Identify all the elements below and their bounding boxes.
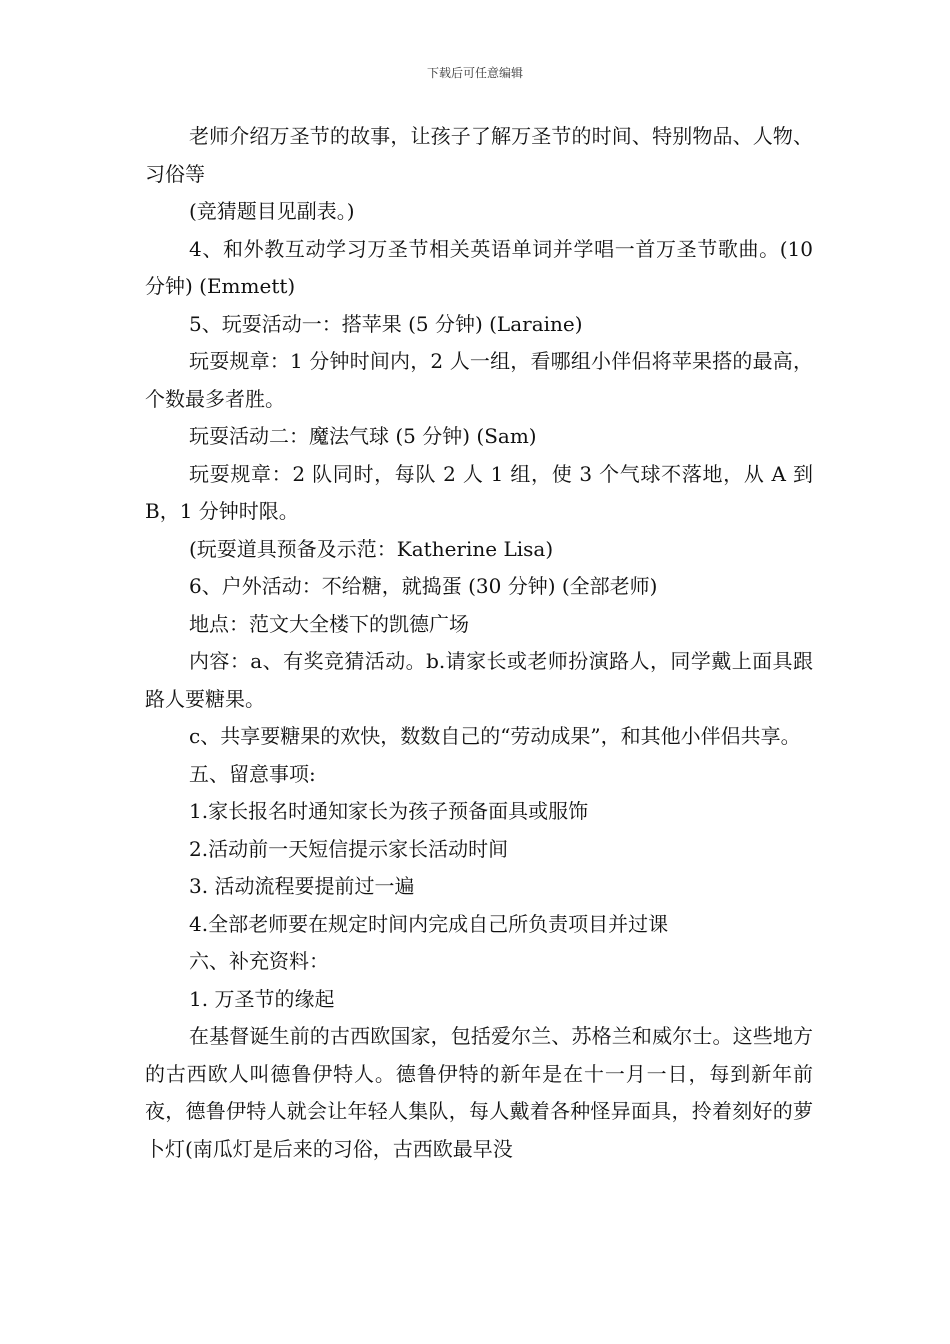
paragraph-rule-2: 玩耍规章：2 队同时，每队 2 人 1 组，使 3 个气球不落地，从 A 到 B，1 分钟时限。: [145, 461, 813, 523]
document-body: [145, 118, 813, 1168]
paragraph-props-note: (玩耍道具预备及示范：Katherine Lisa): [189, 536, 554, 561]
paragraph-origin: 在基督诞生前的古西欧国家，包括爱尔兰、苏格兰和威尔士。这些地方的古西欧人叫德鲁伊特人。德鲁伊特的新年是在十一月一日，每到新年前夜，德鲁伊特人就会让年轻人集队，每人戴着各种怪异面具，拎着刻好的萝卜灯(南瓜灯是后来的习俗，古西欧最早没: [145, 1024, 813, 1161]
paragraph-quiz-note: (竞猜题目见副表。): [189, 199, 355, 223]
note-item-4: 4.全部老师要在规定时间内完成自己所负责项目并过课: [189, 911, 669, 936]
paragraph-rule-1: 玩耍规章：1 分钟时间内，2 人一组，看哪组小伴侣将苹果搭的最高，个数最多者胜。: [145, 349, 813, 411]
paragraph-content: 内容：a、有奖竞猜活动。b.请家长或老师扮演路人，同学戴上面具跟路人要糖果。: [145, 649, 813, 711]
section-heading-notes: 五、留意事项:: [189, 761, 316, 786]
paragraph-intro: 老师介绍万圣节的故事，让孩子了解万圣节的时间、特别物品、人物、习俗等: [145, 124, 813, 186]
paragraph-activity-2: 玩耍活动二：魔法气球 (5 分钟) (Sam): [189, 424, 537, 448]
note-item-1: 1.家长报名时通知家长为孩子预备面具或服饰: [189, 799, 589, 823]
subsection-heading-origin: 1. 万圣节的缘起: [189, 986, 335, 1011]
note-item-2: 2.活动前一天短信提示家长活动时间: [189, 836, 509, 861]
paragraph-location: 地点：范文大全楼下的凯德广场: [189, 611, 469, 636]
paragraph-step-6: 6、户外活动：不给糖，就捣蛋 (30 分钟) (全部老师): [189, 574, 658, 598]
paragraph-step-4: 4、和外教互动学习万圣节相关英语单词并学唱一首万圣节歌曲。(10 分钟) (Emmett): [145, 236, 813, 298]
section-heading-supplement: 六、补充资料：: [189, 949, 329, 973]
paragraph-step-5: 5、玩耍活动一：搭苹果 (5 分钟) (Laraine): [189, 311, 583, 336]
note-item-3: 3. 活动流程要提前过一遍: [189, 874, 415, 898]
page-header: 下载后可任意编辑: [426, 66, 523, 80]
paragraph-share: c、共享要糖果的欢快，数数自己的“劳动成果”，和其他小伴侣共享。: [189, 724, 801, 748]
